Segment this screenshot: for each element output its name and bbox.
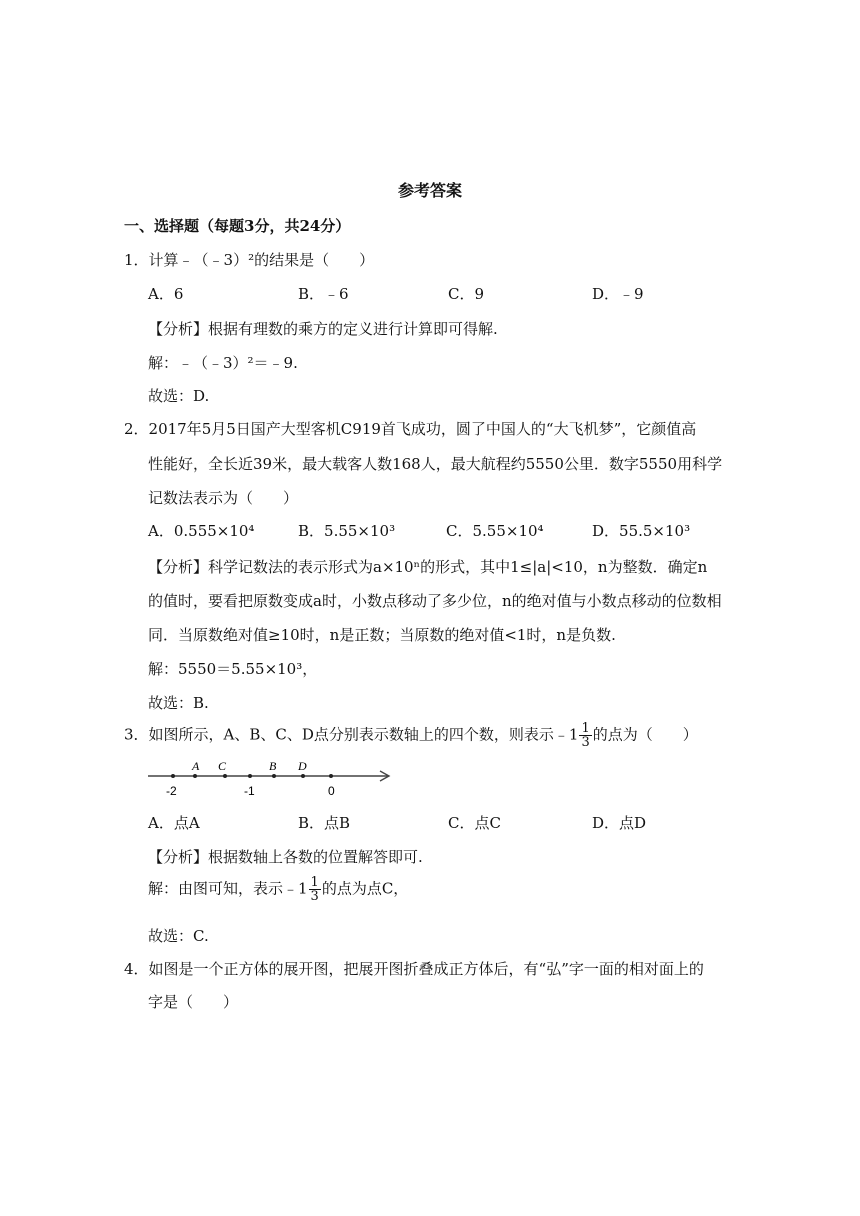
fraction-denominator: 3 — [581, 735, 590, 750]
q2-options — [148, 520, 788, 544]
q3-analysis: 【分析】根据数轴上各数的位置解答即可. — [148, 848, 423, 866]
q3-option-a: A．点A — [148, 814, 200, 832]
q3-solution-before: 解：由图可知，表示﹣1 — [148, 879, 308, 898]
q3-option-d: D．点D — [592, 814, 647, 832]
q2-analysis-line-2: 的值时，要看把原数变成a时，小数点移动了多少位，n的绝对值与小数点移动的位数相 — [148, 592, 722, 610]
q3-option-c: C．点C — [448, 814, 501, 832]
section-heading: 一、选择题（每题3分，共24分） — [124, 217, 351, 235]
q1-option-c: C．9 — [448, 285, 485, 303]
point-b-dot — [272, 774, 276, 778]
tick-label-neg1: -1 — [244, 784, 255, 798]
fraction-one-third — [579, 722, 591, 749]
q2-stem-line-1: 2．2017年5月5日国产大型客机C919首飞成功，圆了中国人的“大飞机梦”，它颜值高 — [124, 420, 697, 438]
q2-option-d: D．55.5×10³ — [592, 522, 691, 540]
point-label-d: D — [298, 759, 307, 773]
page-title: 参考答案 — [397, 181, 462, 200]
point-c-dot — [223, 774, 227, 778]
q2-option-a: A．0.555×10⁴ — [148, 522, 255, 540]
point-d-dot — [301, 774, 305, 778]
tick-dot — [171, 774, 175, 778]
q2-analysis-line-1: 【分析】科学记数法的表示形式为a×10ⁿ的形式，其中1≤|a|<10，n为整数．确定n — [148, 558, 708, 576]
q3-options — [148, 812, 788, 836]
q2-analysis-line-3: 同．当原数绝对值≥10时，n是正数；当原数的绝对值<1时，n是负数. — [148, 626, 616, 644]
q1-option-a: A．6 — [148, 285, 184, 303]
tick-label-zero: 0 — [328, 784, 335, 798]
point-label-a: A — [192, 759, 200, 773]
tick-label-neg2: -2 — [166, 784, 177, 798]
q2-stem-line-2: 性能好，全长近39米，最大载客人数168人，最大航程约5550公里．数字5550用科学 — [148, 455, 723, 473]
q2-stem-line-3: 记数法表示为（ ） — [148, 489, 299, 507]
q3-option-b: B．点B — [298, 814, 351, 832]
q3-answer: 故选：C. — [148, 927, 209, 945]
q1-option-d: D．﹣9 — [592, 285, 644, 303]
fraction-denominator: 3 — [310, 889, 319, 904]
q3-stem — [124, 722, 698, 749]
q2-solution: 解：5550＝5.55×10³， — [148, 660, 318, 678]
q2-option-b: B．5.55×10³ — [298, 522, 396, 540]
q1-options — [148, 283, 788, 307]
q1-option-b: B．﹣6 — [298, 285, 349, 303]
number-line-figure — [148, 758, 398, 800]
q1-analysis: 【分析】根据有理数的乘方的定义进行计算即可得解. — [148, 320, 498, 338]
q3-stem-after: 的点为（ ） — [592, 725, 698, 744]
q1-solution: 解：﹣（﹣3）²＝﹣9. — [148, 354, 298, 372]
fraction-numerator: 1 — [581, 721, 590, 736]
fraction-one-third — [309, 876, 321, 903]
q3-stem-before: 3．如图所示，A、B、C、D点分别表示数轴上的四个数，则表示﹣1 — [124, 725, 579, 744]
q1-answer: 故选：D. — [148, 387, 210, 405]
q1-stem: 1．计算﹣（﹣3）²的结果是（ ） — [124, 251, 375, 269]
q3-solution-after: 的点为点C， — [321, 879, 409, 898]
q2-option-c: C．5.55×10⁴ — [446, 522, 544, 540]
point-a-dot — [193, 774, 197, 778]
q2-answer: 故选：B. — [148, 694, 209, 712]
tick-dot — [329, 774, 333, 778]
point-label-c: C — [218, 759, 227, 773]
tick-dot — [248, 774, 252, 778]
point-label-b: B — [269, 759, 277, 773]
fraction-numerator: 1 — [310, 875, 319, 890]
q4-stem-line-2: 字是（ ） — [148, 993, 239, 1011]
q4-stem-line-1: 4．如图是一个正方体的展开图，把展开图折叠成正方体后，有“弘”字一面的相对面上的 — [124, 960, 704, 978]
q3-solution — [148, 876, 408, 903]
